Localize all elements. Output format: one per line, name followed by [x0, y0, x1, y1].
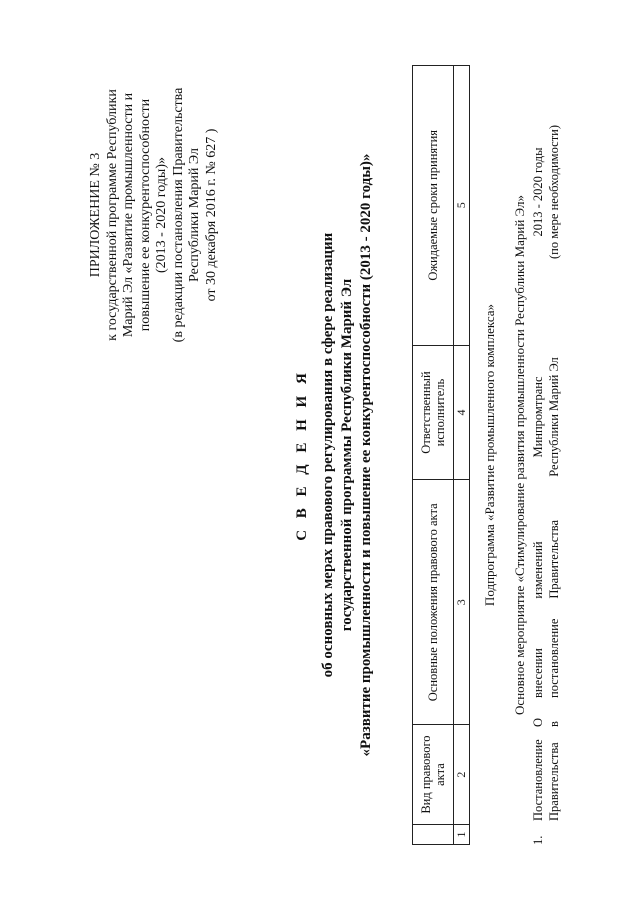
- table-row: [530, 65, 586, 845]
- measures-table: [412, 65, 470, 845]
- provisions-word: внесении: [531, 648, 545, 698]
- column-number: 1: [454, 825, 470, 845]
- executor-line: Республики Марий Эл: [547, 357, 561, 477]
- appendix-line: (в редакции постановления Правительства: [170, 87, 186, 343]
- title-line: «Развитие промышленности и повышение ее конкурентоспособности (2013 - 2020 годы)»: [358, 153, 374, 757]
- provisions-word: изменений: [531, 541, 545, 599]
- header-cell-act-type: Вид правового акта: [413, 725, 454, 825]
- row-provisions: [530, 495, 562, 727]
- provisions-column: [530, 520, 562, 599]
- header-cell-executor: Ответственный исполнитель: [413, 345, 454, 480]
- column-number: 2: [454, 725, 470, 825]
- provisions-column: [530, 619, 562, 698]
- provisions-column: [530, 718, 562, 727]
- title-heading: С В Е Д Е Н И Я: [294, 369, 310, 541]
- act-type-line: Правительства: [547, 742, 561, 821]
- column-number: 4: [454, 345, 470, 480]
- appendix-line: к государственной программе Республики: [104, 89, 120, 341]
- act-type-line: Постановление: [531, 739, 545, 821]
- row-number: 1.: [531, 835, 545, 845]
- document-title: [294, 85, 376, 825]
- appendix-line: Республики Марий Эл: [187, 148, 202, 282]
- row-terms: [530, 67, 562, 317]
- row-act-type: [530, 739, 562, 821]
- terms-line: (по мере необходимости): [547, 124, 561, 260]
- column-number: 3: [454, 480, 470, 725]
- header-cell-number: [413, 825, 454, 845]
- provisions-word: в: [547, 721, 561, 727]
- appendix-line: ПРИЛОЖЕНИЕ № 3: [88, 152, 103, 278]
- appendix-line: (2013 - 2020 годы)»: [154, 157, 169, 274]
- executor-line: Минпромтранс: [531, 376, 545, 458]
- appendix-line: Марий Эл «Развитие промышленности и: [121, 92, 136, 338]
- table-header-row: [413, 66, 454, 845]
- provisions-word: постановление: [547, 618, 561, 698]
- table-number-row: [454, 66, 470, 845]
- subprogram-heading: Подпрограмма «Развитие промышленного комплекса»: [482, 303, 497, 607]
- main-measure-heading: Основное мероприятие «Стимулирование развития промышленности Республики Марий Эл»: [512, 195, 527, 715]
- row-executor: [530, 357, 562, 477]
- terms-line: 2013 - 2020 годы: [531, 147, 545, 237]
- appendix-line: повышение ее конкурентоспособности: [137, 98, 153, 332]
- appendix-line: от 30 декабря 2016 г. № 627 ): [203, 128, 219, 302]
- column-number: 5: [454, 66, 470, 346]
- title-line: государственной программы Республики Марий Эл: [339, 278, 355, 632]
- provisions-word: О: [531, 717, 545, 727]
- provisions-word: Правительства: [547, 519, 561, 599]
- appendix-block: [88, 60, 220, 370]
- title-line: об основных мерах правового регулирования в сфере реализации: [320, 232, 336, 678]
- header-cell-terms: Ожидаемые сроки принятия: [413, 66, 454, 346]
- header-cell-provisions: Основные положения правового акта: [413, 480, 454, 725]
